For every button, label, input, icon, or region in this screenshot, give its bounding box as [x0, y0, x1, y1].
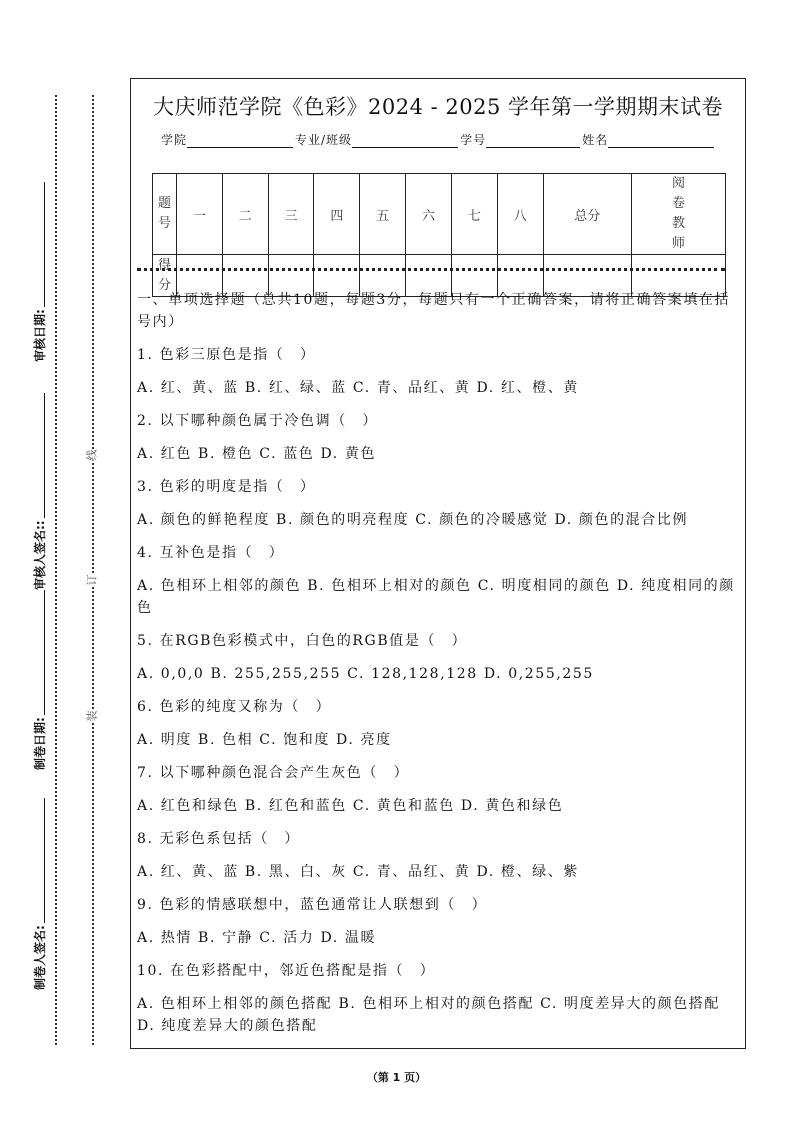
- maker-sign-field: [31, 798, 48, 990]
- section-heading: 一、单项选择题（总共10题，每题3分，每题只有一个正确答案，请将正确答案填在括号内）: [137, 292, 731, 330]
- table-header: 二: [222, 174, 268, 255]
- table-row: [153, 174, 726, 255]
- college-field[interactable]: [187, 134, 293, 148]
- table-header: 阅卷教师: [632, 174, 726, 255]
- bind-char: 订: [85, 574, 99, 586]
- major-label: 专业/班级: [295, 133, 353, 147]
- options: A. 颜色的鲜艳程度 B. 颜色的明亮程度 C. 颜色的冷暖感觉 D. 颜色的混合比例: [137, 512, 689, 528]
- options: A. 红、黄、蓝 B. 黑、白、灰 C. 青、品红、黄 D. 橙、绿、紫: [137, 864, 579, 880]
- question-text: 6. 色彩的纯度又称为（ ）: [137, 699, 332, 715]
- table-header: 题号: [153, 174, 177, 255]
- question-text: 5. 在RGB色彩模式中，白色的RGB值是（ ）: [137, 633, 468, 649]
- cut-line-outer: [55, 95, 57, 1045]
- major-field[interactable]: [352, 134, 458, 148]
- table-header: 总分: [543, 174, 631, 255]
- questions: [137, 289, 741, 1048]
- review-date-label: 审核日期:: [33, 309, 47, 362]
- maker-date-line[interactable]: [35, 590, 45, 715]
- options: A. 红色和绿色 B. 红色和蓝色 C. 黄色和蓝色 D. 黄色和绿色: [137, 798, 564, 814]
- options: A. 明度 B. 色相 C. 饱和度 D. 亮度: [137, 732, 392, 748]
- table-header: 八: [497, 174, 543, 255]
- options: A. 热情 B. 宁静 C. 活力 D. 温暖: [137, 930, 377, 946]
- maker-date-field: [31, 590, 48, 770]
- reviewer-sign-line[interactable]: [35, 393, 45, 518]
- options: A. 红色 B. 橙色 C. 蓝色 D. 黄色: [137, 446, 377, 462]
- reviewer-sign-field: [31, 393, 48, 590]
- question-text: 4. 互补色是指（ ）: [137, 545, 285, 561]
- question-text: 8. 无彩色系包括（ ）: [137, 831, 301, 847]
- options: A. 红、黄、蓝 B. 红、绿、蓝 C. 青、品红、黄 D. 红、橙、黄: [137, 380, 579, 396]
- review-date-line[interactable]: [35, 182, 45, 307]
- student-info: [161, 131, 716, 148]
- question-text: 10. 在色彩搭配中，邻近色搭配是指（ ）: [137, 963, 436, 979]
- binding-line: [92, 95, 94, 1045]
- options: A. 0,0,0 B. 255,255,255 C. 128,128,128 D. 0,255,255: [137, 666, 594, 682]
- options: A. 色相环上相邻的颜色 B. 色相环上相对的颜色 C. 明度相同的颜色 D. 纯度相同的颜色: [137, 578, 735, 616]
- separator: [137, 268, 725, 271]
- exam-page: [130, 78, 746, 1049]
- name-field[interactable]: [608, 134, 714, 148]
- table-header: 五: [360, 174, 406, 255]
- options: A. 色相环上相邻的颜色搭配 B. 色相环上相对的颜色搭配 C. 明度差异大的颜色搭配 D. 纯度差异大的颜色搭配: [137, 996, 721, 1034]
- table-header: 一: [177, 174, 223, 255]
- review-date-field: [31, 182, 48, 362]
- bind-char: 装: [85, 710, 99, 722]
- table-header: 四: [314, 174, 360, 255]
- page-number: （第 1 页）: [366, 1071, 427, 1084]
- student-id-field[interactable]: [486, 134, 580, 148]
- student-id-label: 学号: [460, 133, 487, 147]
- exam-title: 大庆师范学院《色彩》2024 - 2025 学年第一学期期末试卷: [152, 95, 723, 119]
- row-label: 得分: [153, 255, 177, 297]
- table-header: 三: [268, 174, 314, 255]
- table-header: 六: [406, 174, 452, 255]
- college-label: 学院: [161, 133, 188, 147]
- score-table: [152, 173, 726, 297]
- question-text: 1. 色彩三原色是指（ ）: [137, 347, 316, 363]
- maker-sign-line[interactable]: [35, 798, 45, 923]
- maker-date-label: 制卷日期:: [33, 717, 47, 770]
- name-label: 姓名: [582, 133, 609, 147]
- question-text: 7. 以下哪种颜色混合会产生灰色（ ）: [137, 765, 410, 781]
- question-text: 2. 以下哪种颜色属于冷色调（ ）: [137, 413, 379, 429]
- table-header: 七: [451, 174, 497, 255]
- reviewer-sign-label: 审核人签名::: [33, 520, 47, 590]
- question-text: 3. 色彩的明度是指（ ）: [137, 479, 316, 495]
- bind-char: 线: [85, 449, 99, 461]
- maker-sign-label: 制卷人签名:: [33, 925, 47, 990]
- question-text: 9. 色彩的情感联想中，蓝色通常让人联想到（ ）: [137, 897, 488, 913]
